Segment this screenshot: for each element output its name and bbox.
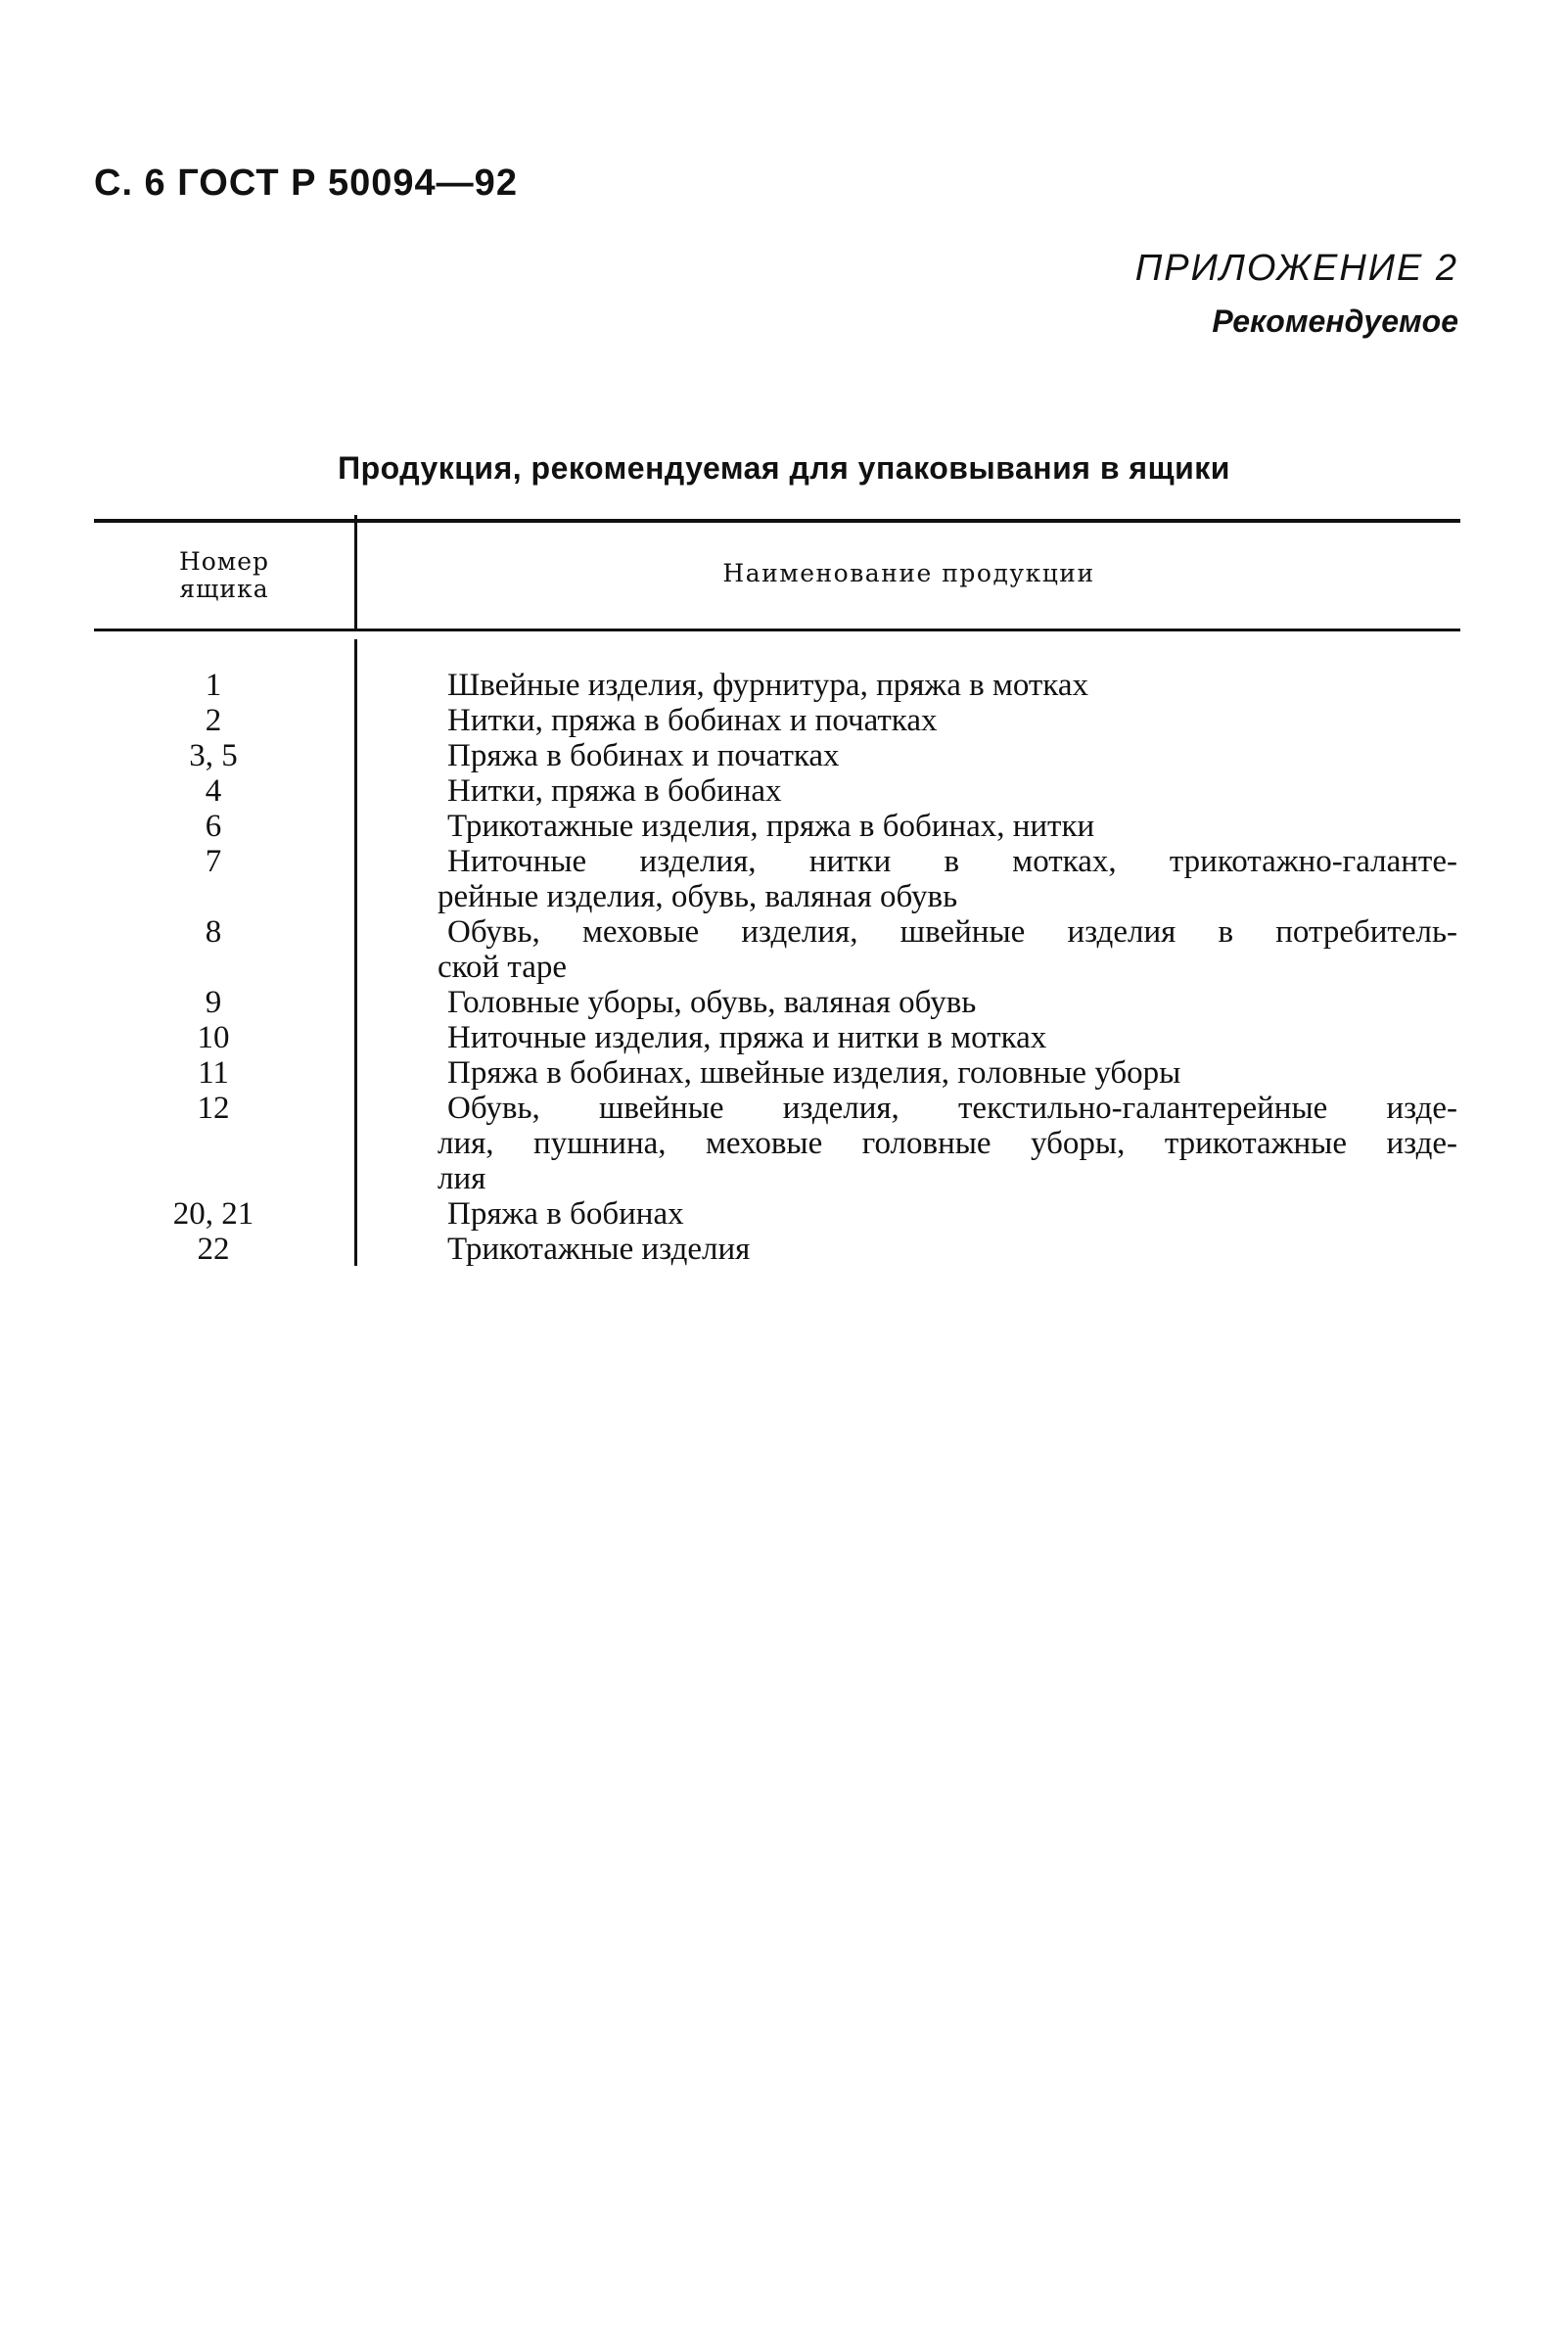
table-row	[94, 738, 1460, 773]
product-name-line: Головные уборы, обувь, валяная обувь	[447, 985, 977, 1020]
product-name-line: Ниточные изделия, пряжа и нитки в мотках	[447, 1020, 1047, 1055]
box-number-cell: 22	[197, 1232, 230, 1267]
box-number-cell: 20, 21	[172, 1196, 254, 1232]
table-row	[94, 1055, 1460, 1091]
table-caption: Продукция, рекомендуемая для упаковывания в ящики	[338, 450, 1230, 486]
product-name-line: Трикотажные изделия, пряжа в бобинах, нитки	[447, 809, 1095, 844]
product-name-line: Нитки, пряжа в бобинах и початках	[447, 703, 938, 738]
product-name-cell	[447, 1020, 1457, 1055]
product-name-line: Ниточные изделия, нитки в мотках, трикотажно-галанте-	[447, 844, 1457, 879]
box-number-cell: 7	[205, 844, 222, 879]
products-table	[94, 519, 1460, 1267]
appendix-block	[1135, 245, 1458, 350]
product-name-line: Пряжа в бобинах и початках	[447, 738, 840, 773]
product-name-line: Обувь, меховые изделия, швейные изделия в потребитель-	[447, 914, 1457, 950]
column-header-name-label: Наименование продукции	[722, 558, 1095, 587]
box-number-cell: 1	[205, 668, 222, 703]
product-name-cell	[438, 1091, 1457, 1196]
box-number-cell: 3, 5	[189, 738, 238, 773]
appendix-title: ПРИЛОЖЕНИЕ 2	[1134, 248, 1458, 289]
product-name-line: Пряжа в бобинах	[447, 1196, 684, 1232]
table-row	[94, 1196, 1460, 1232]
product-name-cell	[447, 1055, 1457, 1091]
product-name-line: лия	[438, 1161, 486, 1196]
table-body	[94, 631, 1460, 1267]
box-number-cell: 12	[197, 1091, 230, 1126]
table-row	[94, 1232, 1460, 1267]
column-header-name	[354, 515, 1460, 630]
product-name-cell	[447, 738, 1457, 773]
column-divider	[354, 639, 357, 1266]
product-name-line: Трикотажные изделия	[447, 1232, 751, 1267]
product-name-cell	[447, 809, 1457, 844]
product-name-cell	[447, 1196, 1457, 1232]
appendix-status: Рекомендуемое	[1212, 303, 1458, 339]
table-row	[94, 703, 1460, 738]
product-name-line: Швейные изделия, фурнитура, пряжа в мотках	[447, 668, 1088, 703]
product-name-cell	[438, 914, 1457, 985]
product-name-cell	[447, 773, 1457, 809]
table-row	[94, 773, 1460, 809]
table-row	[94, 844, 1460, 914]
product-name-line: Обувь, швейные изделия, текстильно-галантерейные изде-	[447, 1091, 1457, 1126]
product-name-cell	[447, 1232, 1457, 1267]
box-number-cell: 8	[205, 914, 222, 950]
product-name-line: ской таре	[438, 950, 568, 985]
page-header: С. 6 ГОСТ Р 50094—92	[94, 163, 518, 204]
table-row	[94, 668, 1460, 703]
product-name-cell	[447, 985, 1457, 1020]
product-name-cell	[447, 703, 1457, 738]
column-header-number-line1: Номер	[178, 547, 270, 576]
product-name-line: рейные изделия, обувь, валяная обувь	[438, 879, 958, 914]
box-number-cell: 4	[205, 773, 222, 809]
box-number-cell: 2	[205, 703, 222, 738]
product-name-line: лия, пушнина, меховые головные уборы, трикотажные изде-	[438, 1126, 1457, 1161]
product-name-line: Нитки, пряжа в бобинах	[447, 773, 782, 809]
product-name-cell	[438, 844, 1457, 914]
product-name-cell	[447, 668, 1457, 703]
box-number-cell: 9	[205, 985, 222, 1020]
product-name-line: Пряжа в бобинах, швейные изделия, головные уборы	[447, 1055, 1181, 1091]
table-header	[94, 523, 1460, 629]
column-header-number-line2: ящика	[179, 575, 269, 603]
table-row	[94, 914, 1460, 985]
box-number-cell: 10	[197, 1020, 230, 1055]
table-row	[94, 809, 1460, 844]
table-row	[94, 985, 1460, 1020]
table-row	[94, 1020, 1460, 1055]
box-number-cell: 11	[198, 1055, 229, 1091]
box-number-cell: 6	[205, 809, 222, 844]
table-row	[94, 1091, 1460, 1196]
column-header-number	[94, 548, 354, 603]
